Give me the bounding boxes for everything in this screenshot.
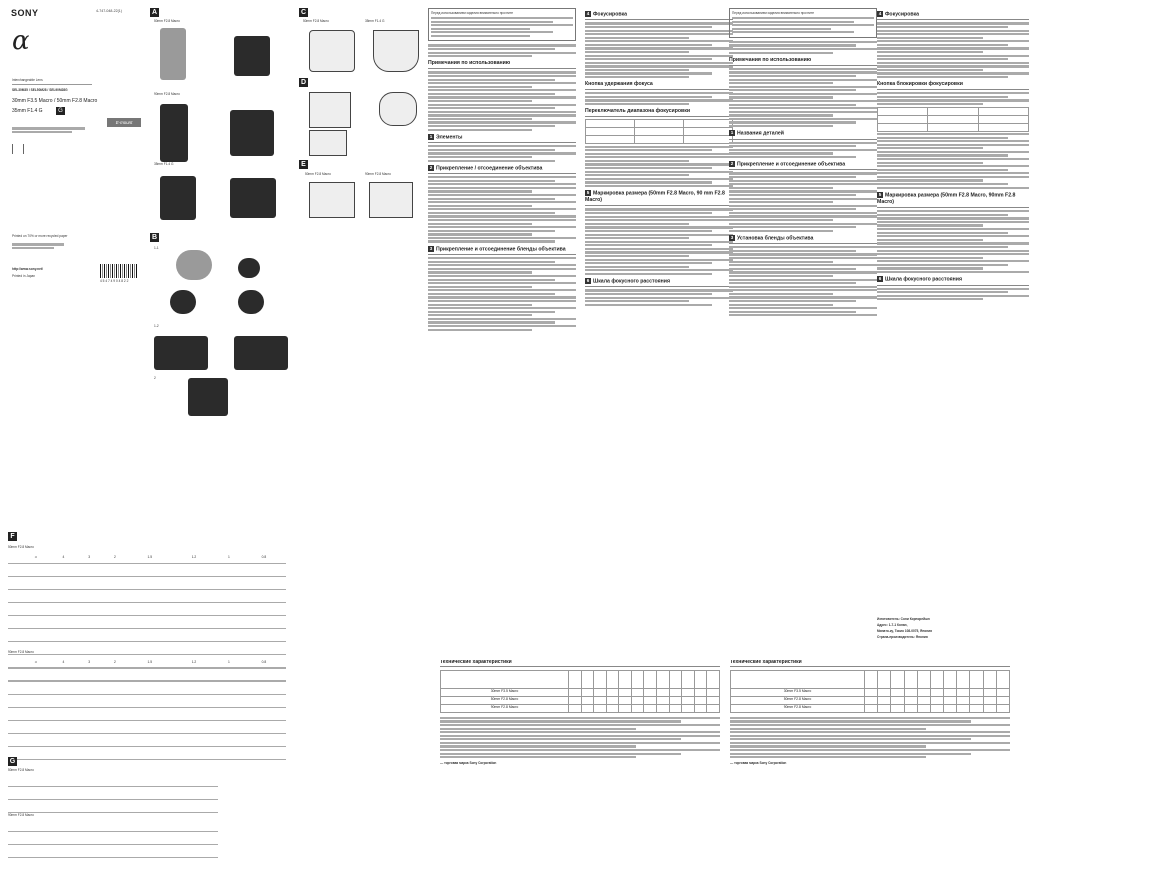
cover-marks [12, 144, 24, 154]
section-heading: 6 Шкала фокусного расстояния [877, 276, 1029, 285]
figure-f-label: F [8, 532, 17, 541]
specs-notes-left [440, 717, 720, 759]
magnification-table-2 [8, 819, 218, 858]
model-code: 4-747-048-22(1) [96, 9, 122, 13]
lens-side-image-1 [160, 28, 186, 80]
section-heading: 4 Фокусировка [585, 11, 733, 20]
alpha-logo: α [12, 26, 30, 56]
section-text [729, 172, 877, 231]
barcode-number: 4 5 4 7 4 9 0 4 8 2 2 [100, 279, 129, 283]
printed-lines [12, 242, 72, 251]
figure-b-step2: 1-2 [154, 324, 159, 328]
focus-switch-diagram [379, 92, 417, 126]
specs-notes-right [730, 717, 1010, 759]
section-text [729, 142, 877, 159]
lens-side-image-2 [234, 36, 270, 76]
figure-a-caption1: 50mm F2.8 Macro [154, 19, 180, 23]
table-f-title1: 50mm F2.8 Macro [8, 545, 34, 549]
section-heading: 1 Элементы [428, 134, 576, 143]
scale-diagram-1 [309, 182, 355, 218]
figure-d-label: D [300, 79, 307, 86]
section-heading: 1 Названия деталей [729, 130, 877, 139]
table-f-panel [8, 532, 286, 762]
figure-c-caption2: 35mm F1.4 G [365, 19, 385, 23]
intro-text [428, 44, 576, 57]
section-text [729, 246, 877, 316]
divider [12, 84, 92, 85]
manufacturer-line3: Минато-ку, Токио 108-0075, Япония [877, 629, 932, 633]
focus-range-table [585, 119, 733, 144]
section-text [729, 68, 877, 127]
section-text [585, 146, 733, 188]
section-heading: 2 Прикрепление / отсоединение объектива [428, 165, 576, 174]
specs-table-left [440, 670, 720, 713]
lens-name: 30mm F3.5 Macro / 50mm F2.8 Macro [12, 98, 98, 104]
figure-b-label: B [151, 234, 158, 241]
text-column-1 [428, 8, 576, 538]
lens-attach-image-2 [234, 336, 288, 370]
sony-logo: SONY [11, 8, 39, 18]
section-text [877, 288, 1029, 301]
section-text [877, 22, 1029, 78]
warning-note-1: Перед использованием изделия внимательно прочтите [428, 8, 576, 41]
section-text [585, 22, 733, 78]
trademark-left: — торговая марка Sony Corporation [440, 761, 497, 766]
figure-a-label: A [151, 9, 158, 16]
depth-table-2 [8, 656, 286, 762]
manufacturer-line1: Изготовитель: Сони Корпорейшн [877, 617, 930, 621]
section-text [585, 289, 733, 306]
manufacturer-line2: Адрес: 1-7-1 Конан, [877, 623, 908, 627]
section-heading: 5 Маркировка размера (50mm F2.8 Macro, 90 mm F2.8 Macro) [585, 190, 733, 206]
spec-row-3: 90mm F2.8 Macro [441, 704, 569, 712]
section-text [428, 257, 576, 331]
focus-range-table-2 [877, 107, 1029, 132]
table-g-title2: 90mm F2.8 Macro [8, 813, 34, 817]
spec-row-1: 30mm F3.5 Macro [441, 688, 569, 696]
scale-diagram-2 [369, 182, 413, 218]
lens-side-image-3 [160, 104, 188, 162]
section-text [428, 71, 576, 130]
table-header-row: ∞ 4 3 2 1.5 1.2 1 0.8 [8, 656, 286, 669]
figure-e-caption1: 50mm F2.8 Macro [305, 172, 331, 176]
section-text [428, 176, 576, 243]
section-heading: 6 Шкала фокусного расстояния [585, 278, 733, 287]
figures-panel-ab [148, 6, 288, 526]
section-heading: 4 Фокусировка [877, 11, 1029, 20]
lens-name-2: 35mm F1.4 G [12, 108, 43, 114]
figure-e-caption2: 90mm F2.8 Macro [365, 172, 391, 176]
trademark-right: — торговая марка Sony Corporation [730, 761, 787, 766]
printed-in: Printed in Japan [12, 274, 36, 278]
section-heading: Примечания по использованию [428, 60, 576, 69]
lens-cap-image-3 [238, 290, 264, 314]
sony-url: http://www.sony.net/ [12, 267, 43, 271]
printed-note: Printed on 70% or more recycled paper [12, 234, 68, 238]
figure-a-caption3: 35mm F1.4 G [154, 162, 174, 166]
specs-panel-right [730, 660, 1010, 865]
figure-b-step1: 1-1 [154, 246, 159, 250]
figure-a-caption2: 90mm F2.8 Macro [154, 92, 180, 96]
warning-note-2: Перед использованием изделия внимательно прочтите [729, 8, 877, 38]
figure-c-label: C [300, 9, 307, 16]
section-text [877, 133, 1029, 189]
figure-c-caption1: 50mm F2.8 Macro [303, 19, 329, 23]
lens-cap-image-1 [238, 258, 260, 278]
camera-mount-image-1 [176, 250, 212, 280]
spec-row-3: 90mm F2.8 Macro [731, 704, 865, 712]
section-heading: Кнопка блокировки фокусировки [877, 81, 1029, 90]
lens-side-image-5 [160, 176, 196, 220]
emount-badge: E-mount [107, 118, 141, 127]
cover-panel [8, 8, 143, 528]
lens-release-image [188, 378, 228, 416]
manufacturer-line4: Страна-производитель: Япония [877, 635, 928, 639]
section-heading: Переключатель диапазона фокусировки [585, 108, 733, 117]
lens-side-image-4 [230, 110, 274, 156]
specs-table-right [730, 670, 1010, 713]
cover-model-lines [12, 126, 97, 135]
text-column-4 [877, 8, 1029, 538]
section-heading: Кнопка удержания фокуса [585, 81, 733, 90]
section-text [877, 210, 1029, 273]
specs-panel-left [440, 660, 720, 865]
text-column-3 [729, 8, 877, 538]
table-g-panel [8, 757, 218, 862]
spec-row-2: 50mm F2.8 Macro [731, 696, 865, 704]
section-text [877, 92, 1029, 105]
g-badge: G [56, 107, 65, 115]
figure-e-label: E [299, 160, 308, 169]
spec-row-1: 30mm F3.5 Macro [731, 688, 865, 696]
section-heading: 3 Установка бленды объектива [729, 235, 877, 244]
magnification-table-1 [8, 774, 218, 813]
table-g-title1: 50mm F2.8 Macro [8, 768, 34, 772]
hood-diagram-1 [309, 30, 355, 72]
lens-attach-image-1 [154, 336, 208, 370]
section-text [585, 208, 733, 275]
figure-b-step3: 2 [154, 376, 156, 380]
table-f-title2: 90mm F2.8 Macro [8, 650, 34, 654]
product-type: Interchangeable Lens [12, 78, 43, 82]
section-heading: 2 Прикрепление и отсоединение объектива [729, 161, 877, 170]
table-header-row: ∞ 4 3 2 1.5 1.2 1 0.8 [8, 551, 286, 564]
figure-g-label: G [9, 758, 16, 765]
section-heading: 3 Прикрепление и отсоединение бленды объектива [428, 246, 576, 255]
specs-title-right: Технические характеристики [730, 660, 1010, 667]
text-column-2 [585, 8, 733, 538]
hood-diagram-2 [373, 30, 419, 72]
section-heading: Примечания по использованию [729, 57, 877, 66]
spec-row-2: 50mm F2.8 Macro [441, 696, 569, 704]
figures-panel-cde [297, 6, 422, 526]
section-heading: 5 Маркировка размера (50mm F2.8 Macro, 90mm F2.8 Macro) [877, 192, 1029, 208]
lens-cap-image-2 [170, 290, 196, 314]
specs-title-left: Технические характеристики [440, 660, 720, 667]
lens-side-image-6 [230, 178, 276, 218]
focus-hold-diagram [309, 130, 347, 156]
section-text [428, 145, 576, 162]
models: SEL30M35 / SEL50M28 / SEL90M28G [12, 88, 68, 92]
intro-text [729, 41, 877, 54]
barcode [100, 264, 138, 278]
section-text [585, 92, 733, 105]
focus-ring-diagram [309, 92, 351, 128]
